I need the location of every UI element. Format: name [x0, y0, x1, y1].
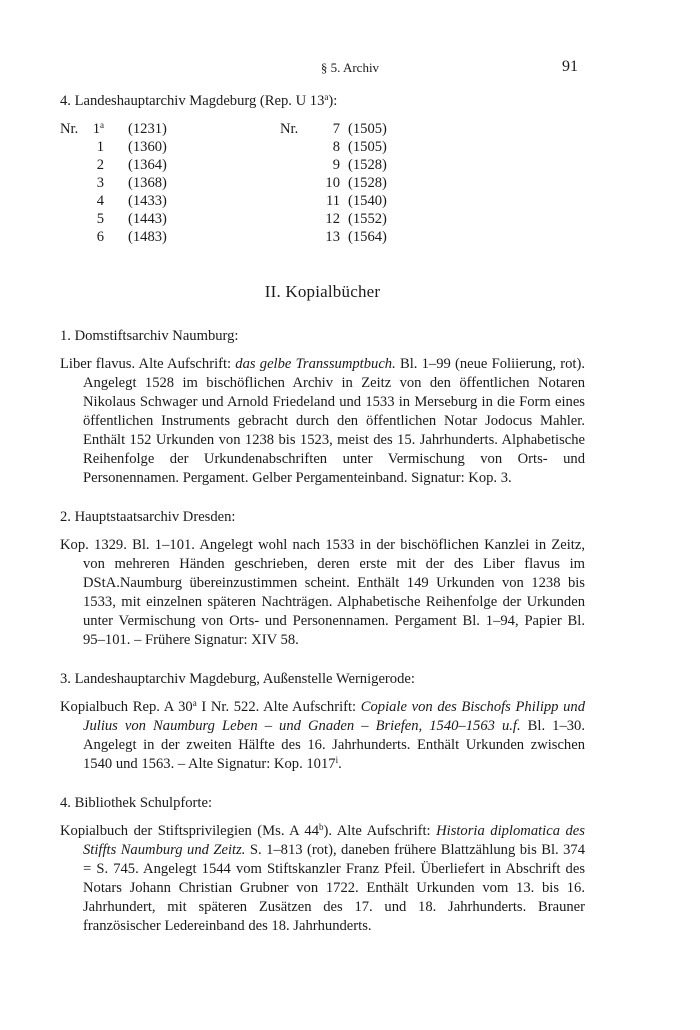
- inventory-heading: 4. Landeshauptarchiv Magdeburg (Rep. U 13$^a$):: [60, 92, 338, 109]
- document-number: 6: [96, 229, 104, 245]
- document-number: 7: [332, 121, 340, 137]
- italic-text: Copiale von des Bischofs Philipp und Julius von Naumburg Leben – und Gnaden – Briefen, 1540–1563 u.f.: [83, 699, 586, 734]
- entry-text: .: [338, 756, 342, 772]
- item-heading: 3. Landeshauptarchiv Magdeburg, Außenstelle Wernigerode:: [60, 671, 415, 687]
- document-year: (1505): [348, 139, 387, 155]
- document-number: 5: [96, 211, 104, 227]
- document-number: 9: [332, 157, 340, 173]
- nr-label: Nr.: [60, 121, 79, 137]
- item-heading: 1. Domstiftsarchiv Naumburg:: [60, 328, 239, 344]
- document-number: 4: [96, 193, 104, 209]
- item-entry: [60, 536, 585, 650]
- document-number: 3: [96, 175, 104, 191]
- running-title: § 5. Archiv: [320, 60, 380, 75]
- item-entry: [60, 698, 585, 774]
- entry-text: Liber flavus. Alte Aufschrift:: [60, 356, 236, 372]
- document-year: (1368): [128, 175, 167, 191]
- document-year: (1433): [128, 193, 167, 209]
- item-entry: [60, 822, 585, 936]
- document-number: 1$^a$: [92, 120, 104, 137]
- document-year: (1360): [128, 139, 167, 155]
- page-body: [60, 92, 585, 956]
- inventory-table: [60, 120, 585, 250]
- item-heading: 2. Hauptstaatsarchiv Dresden:: [60, 509, 236, 525]
- document-year: (1564): [348, 229, 387, 245]
- document-year: (1505): [348, 121, 387, 137]
- document-number-suffix: a: [100, 120, 104, 130]
- document-year: (1364): [128, 157, 167, 173]
- superscript: b: [319, 822, 324, 832]
- document-year: (1552): [348, 211, 387, 227]
- document-number: 13: [325, 229, 340, 245]
- item-entry: [60, 355, 585, 488]
- italic-text: das gelbe Transsumptbuch.: [235, 356, 396, 372]
- item-list: [60, 327, 585, 936]
- document-number: 2: [96, 157, 104, 173]
- document-year: (1540): [348, 193, 387, 209]
- document-year: (1231): [128, 121, 167, 137]
- entry-text: Kop. 1329. Bl. 1–101. Angelegt wohl nach 1533 in der bischöflichen Kanzlei in Zeitz, von mehreren Händen geschrieben, deren erste mit der des Liber flavus im DStA.Naumburg übereinzustimmen scheint. Enthält 149 Urkunden von 1238 bis 1533, mit einzelnen späteren Nachträgen. Alphabetische Reihenfolge der Urkunden unter Vermischung von Orts- und Personennamen. Pergament Bl. 1–94, Papier Bl. 95–101. – Frühere Signatur: XIV 58.: [60, 537, 585, 648]
- running-head: [0, 58, 700, 78]
- document-year: (1528): [348, 157, 387, 173]
- italic-text: Historia diplomatica des Stiffts Naumburg und Zeitz.: [83, 823, 585, 858]
- item-heading: 4. Bibliothek Schulpforte:: [60, 795, 213, 811]
- page-number: 91: [562, 58, 578, 75]
- entry-text: I Nr. 522. Alte Aufschrift:: [196, 699, 361, 715]
- document-number: 1: [96, 139, 104, 155]
- superscript: i: [335, 755, 339, 765]
- entry-text: ). Alte Aufschrift:: [323, 823, 437, 839]
- document-year: (1528): [348, 175, 387, 191]
- entry-text: Bl. 1–30. Angelegt in der zweiten Hälfte des 16. Jahrhunderts. Enthält Urkunden zwischen 1540 und 1563. – Alte Signatur: Kop. 1017: [83, 718, 585, 772]
- entry-text: Kopialbuch Rep. A 30: [60, 699, 193, 715]
- document-year: (1443): [128, 211, 167, 227]
- document-number: 10: [325, 175, 340, 191]
- nr-label: Nr.: [280, 121, 299, 137]
- superscript: a: [192, 698, 197, 708]
- entry-text: Kopialbuch der Stiftsprivilegien (Ms. A 44: [60, 823, 320, 839]
- document-number: 12: [325, 211, 340, 227]
- document-number: 11: [325, 193, 340, 209]
- entry-text: S. 1–813 (rot), daneben frühere Blattzählung bis Bl. 374 = S. 745. Angelegt 1544 vom Stiftskanzler Franz Pfeil. Überliefert in Abschrift des Notars Johann Christian Grubner von 1722. Enthält Urkunden vom 13. bis 16. Jahrhundert, mit späteren Zusätzen des 17. und 18. Jahrhunderts. Brauner französischer Ledereinband des 18. Jahrhunderts.: [83, 842, 585, 934]
- section-title: II. Kopialbücher: [264, 282, 381, 301]
- entry-text: Bl. 1–99 (neue Foliierung, rot). Angelegt 1528 im bischöflichen Archiv in Zeitz von den öffentlichen Notaren Nikolaus Schwager und Arnold Friedeland und 1533 in Merseburg in die Form eines öffentlichen Instruments gebracht durch den öffentlichen Notar Jodocus Mahler. Enthält 152 Urkunden von 1238 bis 1523, meist des 15. Jahrhunderts. Alphabetische Reihenfolge der Urkundenabschriften unter Vermischung von Orts- und Personennamen. Pergament. Gelber Pergamenteinband. Signatur: Kop. 3.: [83, 356, 585, 486]
- document-number: 8: [332, 139, 340, 155]
- document-year: (1483): [128, 229, 167, 245]
